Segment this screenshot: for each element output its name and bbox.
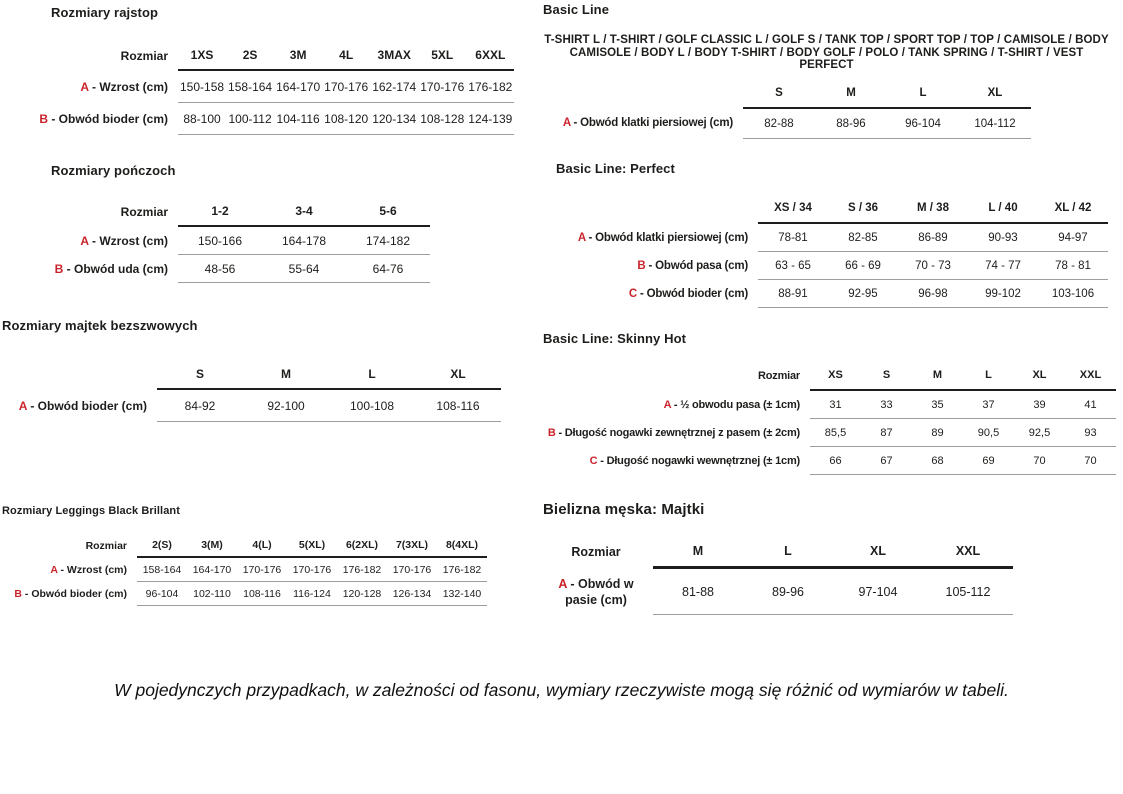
stockings-size-table: [28, 204, 430, 283]
size-column-header: 4(L): [237, 539, 287, 557]
size-column-header: M: [243, 367, 329, 389]
size-column-header: 5(XL): [287, 539, 337, 557]
measurement-value-cell: 67: [861, 447, 912, 475]
measurement-value-cell: 170-176: [387, 557, 437, 582]
measurement-value-cell: 96-104: [887, 108, 959, 139]
size-column-header: L: [963, 368, 1014, 390]
section-title: Rozmiary pończoch: [51, 163, 176, 178]
measurement-value-cell: 55-64: [262, 255, 346, 283]
size-column-header: 5-6: [346, 204, 430, 226]
measurement-value-cell: 35: [912, 390, 963, 419]
size-row-header-label: [548, 201, 758, 223]
measurement-value-cell: 108-120: [322, 103, 370, 135]
perfect-size-table: [548, 201, 1108, 308]
measurement-letter: A: [663, 398, 672, 411]
size-column-header: 4L: [322, 48, 370, 70]
measurement-row-label: A - Wzrost (cm): [80, 233, 168, 248]
measurement-letter: B: [14, 588, 22, 600]
size-column-header: 1-2: [178, 204, 262, 226]
measurement-value-cell: 70: [1065, 447, 1116, 475]
measurement-row-label: B - Obwód bioder (cm): [14, 588, 127, 600]
measurement-value-cell: 86-89: [898, 223, 968, 252]
size-column-header: XL: [959, 86, 1031, 108]
size-column-header: 3(M): [187, 539, 237, 557]
size-column-header: S / 36: [828, 201, 898, 223]
measurement-value-cell: 99-102: [968, 280, 1038, 308]
measurement-value-cell: 108-128: [418, 103, 466, 135]
measurement-value-cell: 37: [963, 390, 1014, 419]
measurement-row-label: A - Obwód bioder (cm): [18, 398, 147, 413]
measurement-row-label: A - Obwód klatki piersiowej (cm): [562, 117, 733, 130]
measurement-value-cell: 108-116: [415, 389, 501, 422]
tights-size-table: [28, 48, 514, 135]
section-title: Rozmiary Leggings Black Brillant: [2, 505, 181, 517]
section-mens-underwear: [543, 501, 1013, 615]
measurement-row-label: B - Obwód bioder (cm): [39, 112, 168, 126]
section-title: Basic Line: Perfect: [556, 161, 675, 176]
measurement-letter: B: [54, 262, 64, 276]
mens-briefs-size-table: [543, 544, 1013, 615]
measurement-value-cell: 66: [810, 447, 861, 475]
measurement-letter: A: [80, 233, 89, 248]
size-table: [28, 48, 514, 135]
measurement-letter: A: [18, 398, 27, 413]
measurement-value-cell: 97-104: [833, 568, 923, 615]
measurement-value-cell: 90-93: [968, 223, 1038, 252]
measurement-value-cell: 78 - 81: [1038, 252, 1108, 280]
section-seamless-briefs-sizes: [2, 318, 501, 422]
measurement-value-cell: 94-97: [1038, 223, 1108, 252]
skinny-hot-size-table: [538, 368, 1116, 475]
measurement-value-cell: 66 - 69: [828, 252, 898, 280]
seamless-briefs-size-table: [2, 367, 501, 422]
measurement-value-cell: 108-116: [237, 582, 287, 606]
size-column-header: 6XXL: [466, 48, 514, 70]
measurement-value-cell: 176-182: [337, 557, 387, 582]
measurement-value-cell: 162-174: [370, 70, 418, 103]
measurement-row-label: B - Obwód pasa (cm): [637, 260, 748, 272]
size-column-header: 3MAX: [370, 48, 418, 70]
size-column-header: M: [653, 544, 743, 568]
measurement-value-cell: 104-116: [274, 103, 322, 135]
size-column-header: S: [157, 367, 243, 389]
measurement-value-cell: 39: [1014, 390, 1065, 419]
size-column-header: XL: [833, 544, 923, 568]
measurement-value-cell: 120-134: [370, 103, 418, 135]
measurement-value-cell: 82-88: [743, 108, 815, 139]
measurement-letter: A: [50, 563, 58, 576]
measurement-value-cell: 64-76: [346, 255, 430, 283]
size-column-header: XS: [810, 368, 861, 390]
measurement-value-cell: 85,5: [810, 419, 861, 447]
size-table: [548, 201, 1108, 308]
measurement-value-cell: 170-176: [418, 70, 466, 103]
measurement-letter: A: [577, 231, 586, 244]
measurement-value-cell: 74 - 77: [968, 252, 1038, 280]
measurement-value-cell: 48-56: [178, 255, 262, 283]
measurement-value-cell: 126-134: [387, 582, 437, 606]
size-table: [2, 539, 487, 606]
measurement-value-cell: 103-106: [1038, 280, 1108, 308]
section-title: Bielizna męska: Majtki: [543, 501, 705, 518]
measurement-value-cell: 82-85: [828, 223, 898, 252]
size-column-header: 1XS: [178, 48, 226, 70]
size-table: [543, 544, 1013, 615]
measurement-value-cell: 104-112: [959, 108, 1031, 139]
size-column-header: 3-4: [262, 204, 346, 226]
section-title: Basic Line: [543, 2, 610, 17]
size-column-header: M / 38: [898, 201, 968, 223]
size-row-header-label: Rozmiar: [120, 204, 168, 219]
measurement-value-cell: 164-170: [274, 70, 322, 103]
measurement-row-label: A - ½ obwodu pasa (± 1cm): [663, 398, 800, 411]
measurement-value-cell: 100-108: [329, 389, 415, 422]
measurement-value-cell: 158-164: [137, 557, 187, 582]
size-column-header: M: [912, 368, 963, 390]
measurement-value-cell: 92,5: [1014, 419, 1065, 447]
size-column-header: XS / 34: [758, 201, 828, 223]
measurement-value-cell: 116-124: [287, 582, 337, 606]
measurement-value-cell: 124-139: [466, 103, 514, 135]
measurement-value-cell: 150-158: [178, 70, 226, 103]
size-column-header: XXL: [1065, 368, 1116, 390]
measurement-value-cell: 88-91: [758, 280, 828, 308]
section-title: Basic Line: Skinny Hot: [543, 331, 687, 346]
size-column-header: S: [861, 368, 912, 390]
measurement-value-cell: 164-170: [187, 557, 237, 582]
measurement-value-cell: 31: [810, 390, 861, 419]
size-table: [543, 86, 1031, 139]
section-tights-sizes: [28, 5, 514, 135]
measurement-letter: B: [39, 112, 48, 126]
measurement-value-cell: 100-112: [226, 103, 274, 135]
size-column-header: 5XL: [418, 48, 466, 70]
measurement-value-cell: 88-96: [815, 108, 887, 139]
section-stockings-sizes: [28, 163, 430, 283]
measurement-letter: C: [628, 288, 637, 300]
measurement-value-cell: 174-182: [346, 226, 430, 255]
measurement-value-cell: 176-182: [466, 70, 514, 103]
measurement-value-cell: 90,5: [963, 419, 1014, 447]
size-column-header: 3M: [274, 48, 322, 70]
size-column-header: 7(3XL): [387, 539, 437, 557]
size-row-header-label: Rozmiar: [758, 369, 800, 382]
measurement-value-cell: 78-81: [758, 223, 828, 252]
measurement-value-cell: 132-140: [437, 582, 487, 606]
measurement-letter: A: [80, 79, 89, 94]
measurement-value-cell: 93: [1065, 419, 1116, 447]
size-column-header: L: [887, 86, 959, 108]
measurement-value-cell: 70 - 73: [898, 252, 968, 280]
measurement-value-cell: 89: [912, 419, 963, 447]
measurement-row-label: C - Obwód bioder (cm): [628, 288, 748, 300]
measurement-value-cell: 96-98: [898, 280, 968, 308]
measurement-value-cell: 92-95: [828, 280, 898, 308]
measurement-value-cell: 176-182: [437, 557, 487, 582]
size-row-header-label: Rozmiar: [85, 539, 127, 552]
measurement-row-label: C - Długość nogawki wewnętrznej (± 1cm): [589, 455, 800, 467]
disclaimer-note: W pojedynczych przypadkach, w zależności od fasonu, wymiary rzeczywiste mogą się różnić od wymiarów w tabeli.: [114, 680, 1009, 700]
section-basic-line-perfect: [548, 161, 1108, 308]
measurement-row-label: A - Obwód w pasie (cm): [558, 576, 634, 607]
size-table: [538, 368, 1116, 475]
measurement-value-cell: 170-176: [287, 557, 337, 582]
measurement-letter: B: [547, 427, 556, 439]
size-row-header-label: [2, 367, 157, 389]
measurement-letter: A: [562, 117, 571, 130]
measurement-value-cell: 158-164: [226, 70, 274, 103]
size-column-header: 2S: [226, 48, 274, 70]
section-basic-line: [543, 2, 1110, 139]
measurement-letter: A: [558, 576, 567, 591]
size-row-header-label: Rozmiar: [571, 544, 621, 559]
size-column-header: XL / 42: [1038, 201, 1108, 223]
measurement-value-cell: 120-128: [337, 582, 387, 606]
measurement-value-cell: 170-176: [322, 70, 370, 103]
measurement-value-cell: 89-96: [743, 568, 833, 615]
measurement-value-cell: 87: [861, 419, 912, 447]
size-column-header: L: [329, 367, 415, 389]
section-title: Rozmiary majtek bezszwowych: [2, 318, 198, 333]
size-column-header: XXL: [923, 544, 1013, 568]
measurement-value-cell: 96-104: [137, 582, 187, 606]
measurement-value-cell: 69: [963, 447, 1014, 475]
measurement-value-cell: 70: [1014, 447, 1065, 475]
size-table: [28, 204, 430, 283]
size-column-header: S: [743, 86, 815, 108]
measurement-value-cell: 68: [912, 447, 963, 475]
measurement-letter: C: [589, 455, 598, 467]
size-column-header: L: [743, 544, 833, 568]
measurement-value-cell: 102-110: [187, 582, 237, 606]
section-leggings-sizes: [2, 505, 487, 606]
measurement-value-cell: 164-178: [262, 226, 346, 255]
size-row-header-label: Rozmiar: [120, 48, 168, 63]
section-title: Rozmiary rajstop: [51, 5, 159, 20]
measurement-value-cell: 150-166: [178, 226, 262, 255]
measurement-row-label: A - Obwód klatki piersiowej (cm): [577, 231, 748, 244]
measurement-value-cell: 105-112: [923, 568, 1013, 615]
measurement-row-label: A - Wzrost (cm): [80, 79, 168, 94]
measurement-value-cell: 33: [861, 390, 912, 419]
product-list-subtitle: T-SHIRT L / T-SHIRT / GOLF CLASSIC L / GOLF S / TANK TOP / SPORT TOP / TOP / CAMISOLE / BODY CAMISOLE / BODY L / BODY T-SHIRT / BODY GOLF / POLO / TANK SPRING / T-SHIRT / VEST PERFECT: [544, 34, 1109, 71]
size-column-header: L / 40: [968, 201, 1038, 223]
measurement-row-label: B - Obwód uda (cm): [54, 262, 168, 276]
measurement-letter: B: [637, 260, 646, 272]
measurement-value-cell: 63 - 65: [758, 252, 828, 280]
measurement-value-cell: 88-100: [178, 103, 226, 135]
size-table: [2, 367, 501, 422]
section-basic-line-skinny-hot: [538, 331, 1116, 475]
basic-line-size-table: [543, 86, 1110, 139]
measurement-value-cell: 92-100: [243, 389, 329, 422]
size-row-header-label: [543, 86, 743, 108]
size-column-header: XL: [415, 367, 501, 389]
size-column-header: M: [815, 86, 887, 108]
size-column-header: 2(S): [137, 539, 187, 557]
measurement-row-label: A - Wzrost (cm): [50, 563, 127, 576]
size-column-header: 6(2XL): [337, 539, 387, 557]
measurement-row-label: B - Długość nogawki zewnętrznej z pasem (± 2cm): [547, 427, 800, 439]
measurement-value-cell: 84-92: [157, 389, 243, 422]
measurement-value-cell: 170-176: [237, 557, 287, 582]
size-column-header: 8(4XL): [437, 539, 487, 557]
measurement-value-cell: 81-88: [653, 568, 743, 615]
size-column-header: XL: [1014, 368, 1065, 390]
leggings-size-table: [2, 539, 487, 606]
measurement-value-cell: 41: [1065, 390, 1116, 419]
